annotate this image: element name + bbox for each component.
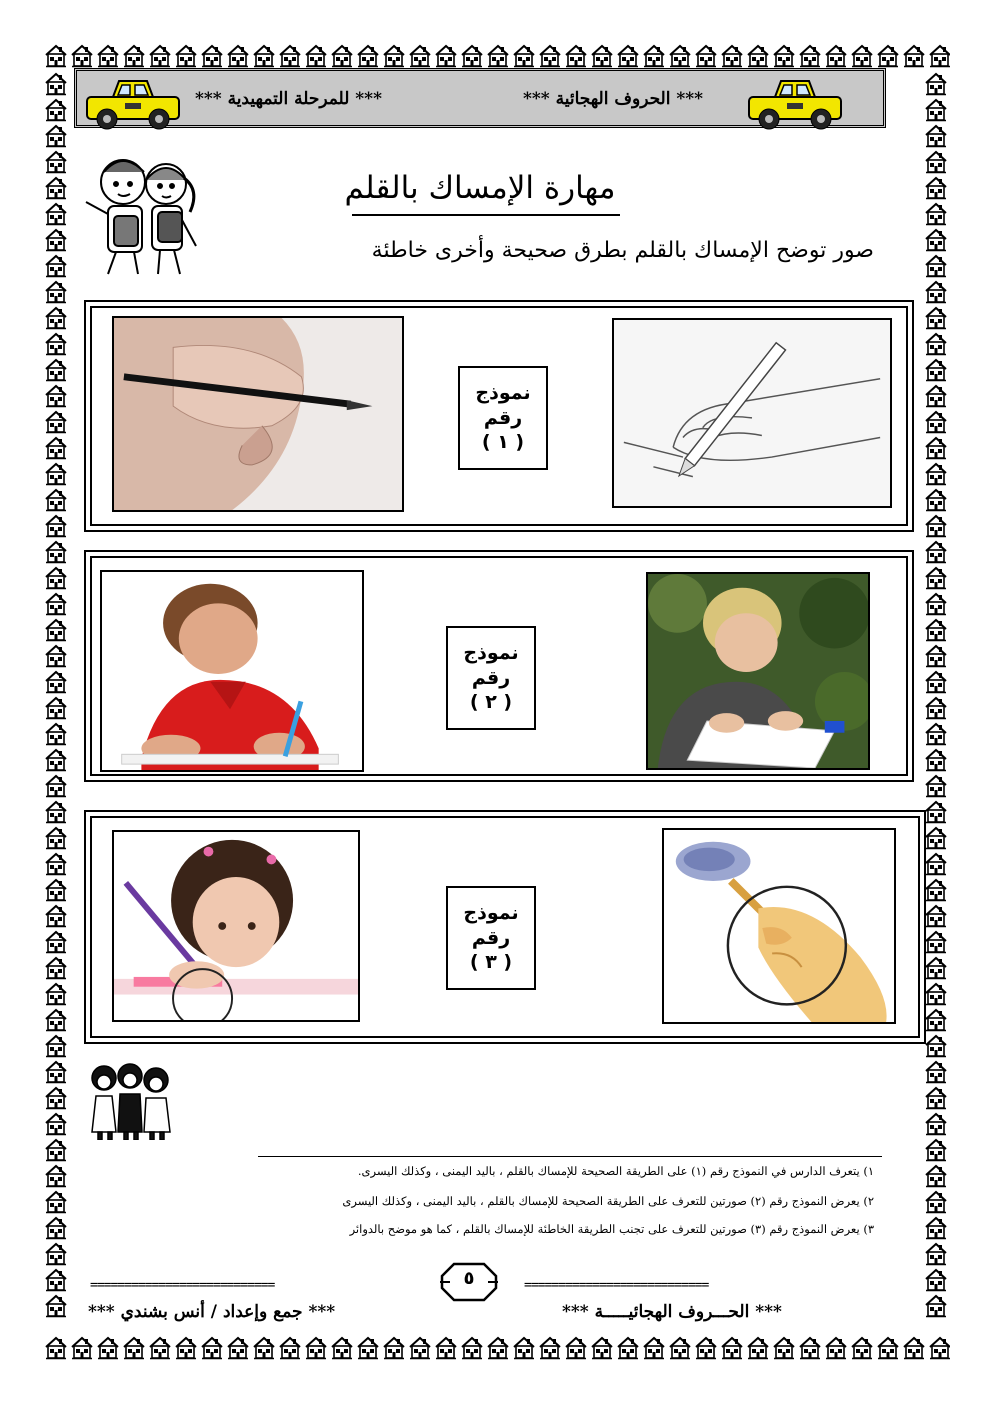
house-icon: [356, 1336, 380, 1360]
page-title: مهارة الإمساك بالقلم: [344, 170, 616, 206]
house-icon: [694, 1336, 718, 1360]
truck-icon: [745, 75, 845, 131]
house-icon: [902, 44, 926, 68]
house-icon: [44, 1138, 68, 1162]
model-3-label: [446, 886, 536, 990]
house-icon: [924, 800, 948, 824]
house-icon: [44, 280, 68, 304]
model-2-left-photo: [100, 570, 364, 772]
house-icon: [616, 1336, 640, 1360]
model-1-left-photo: [112, 316, 404, 512]
house-icon: [44, 462, 68, 486]
house-icon: [44, 878, 68, 902]
house-icon: [44, 748, 68, 772]
house-icon: [148, 1336, 172, 1360]
house-icon: [460, 1336, 484, 1360]
house-icon: [44, 1336, 68, 1360]
house-icon: [772, 1336, 796, 1360]
house-icon: [44, 618, 68, 642]
house-icon: [642, 1336, 666, 1360]
model-2-line1: نموذج: [463, 641, 519, 664]
house-icon: [148, 44, 172, 68]
house-icon: [924, 670, 948, 694]
house-icon: [304, 44, 328, 68]
house-icon: [924, 1112, 948, 1136]
house-icon: [382, 44, 406, 68]
house-icon: [44, 956, 68, 980]
house-icon: [356, 44, 380, 68]
house-icon: [798, 1336, 822, 1360]
house-border-bottom: [44, 1336, 950, 1362]
house-icon: [44, 410, 68, 434]
model-1-right-photo: [612, 318, 892, 508]
house-icon: [924, 774, 948, 798]
house-icon: [408, 1336, 432, 1360]
header-right-text: *** الحروف الهجائية ***: [523, 89, 704, 109]
model-1-line2: رقم: [483, 406, 523, 429]
house-icon: [44, 982, 68, 1006]
house-icon: [44, 696, 68, 720]
house-icon: [44, 202, 68, 226]
house-icon: [330, 44, 354, 68]
house-icon: [44, 774, 68, 798]
house-icon: [616, 44, 640, 68]
house-icon: [174, 1336, 198, 1360]
house-icon: [278, 1336, 302, 1360]
house-icon: [772, 44, 796, 68]
house-icon: [44, 930, 68, 954]
house-icon: [924, 1138, 948, 1162]
header-left-text: *** للمرحلة التمهيدية ***: [195, 89, 382, 109]
house-icon: [924, 254, 948, 278]
house-icon: [512, 44, 536, 68]
model-2-line3: ( ٢ ): [469, 691, 513, 714]
house-icon: [44, 644, 68, 668]
house-icon: [122, 44, 146, 68]
house-icon: [924, 488, 948, 512]
model-1-line3: ( ١ ): [481, 431, 525, 454]
page-number: ٥: [463, 1268, 475, 1289]
house-icon: [486, 1336, 510, 1360]
house-icon: [590, 44, 614, 68]
model-3-line2: رقم: [471, 926, 511, 949]
house-icon: [44, 98, 68, 122]
house-icon: [486, 44, 510, 68]
house-icon: [668, 44, 692, 68]
house-icon: [924, 410, 948, 434]
house-icon: [924, 1242, 948, 1266]
house-icon: [924, 930, 948, 954]
separator-right: ===========================: [524, 1278, 709, 1293]
house-icon: [924, 332, 948, 356]
house-icon: [44, 800, 68, 824]
model-1-label: [458, 366, 548, 470]
house-border-left: [44, 72, 70, 1336]
house-icon: [44, 358, 68, 382]
house-icon: [44, 1190, 68, 1214]
house-icon: [278, 44, 302, 68]
house-icon: [924, 176, 948, 200]
house-icon: [44, 150, 68, 174]
model-2-label: [446, 626, 536, 730]
model-1-line1: نموذج: [475, 381, 531, 404]
separator-left: ===========================: [90, 1278, 275, 1293]
house-icon: [720, 44, 744, 68]
house-icon: [924, 72, 948, 96]
house-icon: [44, 670, 68, 694]
house-icon: [850, 44, 874, 68]
house-icon: [924, 1216, 948, 1240]
house-icon: [44, 722, 68, 746]
house-icon: [924, 98, 948, 122]
house-icon: [44, 1216, 68, 1240]
house-icon: [924, 436, 948, 460]
house-icon: [694, 44, 718, 68]
house-icon: [924, 644, 948, 668]
house-icon: [924, 124, 948, 148]
model-2-line2: رقم: [471, 666, 511, 689]
title-underline: [352, 214, 620, 216]
house-icon: [924, 618, 948, 642]
house-icon: [44, 72, 68, 96]
house-border-right: [924, 72, 950, 1336]
house-icon: [924, 228, 948, 252]
house-icon: [924, 592, 948, 616]
house-icon: [564, 44, 588, 68]
house-icon: [924, 514, 948, 538]
house-icon: [44, 1112, 68, 1136]
house-icon: [408, 44, 432, 68]
footer-right-text: *** الحـــروف الهجائيـــــة ***: [562, 1302, 782, 1322]
house-icon: [44, 1034, 68, 1058]
house-icon: [928, 1336, 950, 1360]
house-icon: [44, 254, 68, 278]
house-icon: [924, 956, 948, 980]
house-icon: [538, 1336, 562, 1360]
house-icon: [924, 150, 948, 174]
house-icon: [924, 878, 948, 902]
house-icon: [924, 358, 948, 382]
house-icon: [924, 1268, 948, 1292]
house-icon: [44, 124, 68, 148]
house-border-top: [44, 44, 950, 70]
house-icon: [924, 280, 948, 304]
house-icon: [226, 1336, 250, 1360]
house-icon: [70, 1336, 94, 1360]
house-icon: [924, 1086, 948, 1110]
house-icon: [44, 1294, 68, 1318]
house-icon: [252, 1336, 276, 1360]
house-icon: [564, 1336, 588, 1360]
house-icon: [44, 1086, 68, 1110]
house-icon: [44, 904, 68, 928]
house-icon: [924, 826, 948, 850]
header-band: [74, 68, 886, 128]
house-icon: [44, 306, 68, 330]
house-icon: [174, 44, 198, 68]
house-icon: [924, 306, 948, 330]
house-icon: [924, 1060, 948, 1084]
house-icon: [928, 44, 950, 68]
house-icon: [824, 1336, 848, 1360]
house-icon: [876, 44, 900, 68]
house-icon: [720, 1336, 744, 1360]
house-icon: [924, 566, 948, 590]
house-icon: [44, 592, 68, 616]
house-icon: [642, 44, 666, 68]
house-icon: [924, 852, 948, 876]
house-icon: [200, 1336, 224, 1360]
model-3-right-photo: [662, 828, 896, 1024]
house-icon: [44, 852, 68, 876]
house-icon: [924, 1190, 948, 1214]
house-icon: [44, 176, 68, 200]
house-icon: [924, 1294, 948, 1318]
house-icon: [924, 722, 948, 746]
footer-left-text: *** جمع وإعداد / أنس بشندي ***: [88, 1302, 336, 1322]
house-icon: [44, 1164, 68, 1188]
house-icon: [96, 1336, 120, 1360]
house-icon: [70, 44, 94, 68]
house-icon: [252, 44, 276, 68]
note-1: ١) يتعرف الدارس في النموذج رقم (١) على الطريقة الصحيحة للإمساك بالقلم ، باليد اليمنى ، وكذلك اليسرى.: [357, 1164, 874, 1178]
house-icon: [460, 44, 484, 68]
house-icon: [924, 982, 948, 1006]
model-3-line3: ( ٣ ): [469, 951, 513, 974]
note-2: ٢) يعرض النموذج رقم (٢) صورتين للتعرف على الطريقة الصحيحة للإمساك بالقلم ، باليد اليمنى ، وكذلك اليسرى: [342, 1194, 874, 1208]
house-icon: [924, 748, 948, 772]
house-icon: [434, 44, 458, 68]
house-icon: [44, 228, 68, 252]
house-icon: [122, 1336, 146, 1360]
house-icon: [44, 826, 68, 850]
house-icon: [382, 1336, 406, 1360]
house-icon: [902, 1336, 926, 1360]
house-icon: [44, 436, 68, 460]
house-icon: [44, 44, 68, 68]
house-icon: [44, 488, 68, 512]
house-icon: [924, 202, 948, 226]
house-icon: [44, 1060, 68, 1084]
house-icon: [924, 1008, 948, 1032]
kids-icon: [78, 150, 208, 278]
house-icon: [44, 540, 68, 564]
house-icon: [96, 44, 120, 68]
house-icon: [876, 1336, 900, 1360]
house-icon: [304, 1336, 328, 1360]
house-icon: [44, 514, 68, 538]
house-icon: [44, 1268, 68, 1292]
house-icon: [746, 44, 770, 68]
house-icon: [924, 462, 948, 486]
truck-icon: [83, 75, 183, 131]
house-icon: [924, 696, 948, 720]
house-icon: [512, 1336, 536, 1360]
house-icon: [924, 540, 948, 564]
house-icon: [434, 1336, 458, 1360]
page-subtitle: صور توضح الإمساك بالقلم بطرق صحيحة وأخرى خاطئة: [371, 238, 874, 263]
note-3: ٣) يعرض النموذج رقم (٣) صورتين للتعرف على تجنب الطريقة الخاطئة للإمساك بالقلم ، كما هو موضح بالدوائر: [349, 1222, 874, 1236]
house-icon: [44, 332, 68, 356]
house-icon: [226, 44, 250, 68]
house-icon: [538, 44, 562, 68]
house-icon: [200, 44, 224, 68]
house-icon: [924, 1164, 948, 1188]
house-icon: [798, 44, 822, 68]
model-2-right-photo: [646, 572, 870, 770]
house-icon: [44, 384, 68, 408]
house-icon: [668, 1336, 692, 1360]
house-icon: [924, 1034, 948, 1058]
house-icon: [924, 904, 948, 928]
house-icon: [44, 566, 68, 590]
house-icon: [590, 1336, 614, 1360]
house-icon: [924, 384, 948, 408]
house-icon: [330, 1336, 354, 1360]
notes-divider: [258, 1156, 882, 1157]
model-3-left-photo: [112, 830, 360, 1022]
house-icon: [824, 44, 848, 68]
house-icon: [746, 1336, 770, 1360]
house-icon: [44, 1008, 68, 1032]
house-icon: [44, 1242, 68, 1266]
model-3-line1: نموذج: [463, 901, 519, 924]
house-icon: [850, 1336, 874, 1360]
kids-icon: [84, 1060, 176, 1140]
